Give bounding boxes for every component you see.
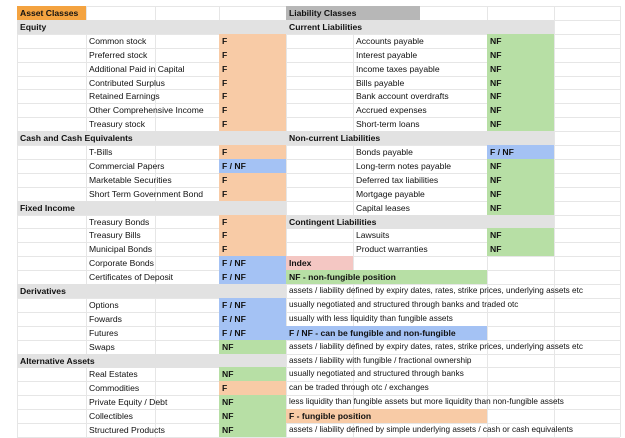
index-line[interactable]: F - fungible position — [286, 409, 487, 423]
liability-item-label[interactable]: Bonds payable — [356, 147, 413, 157]
index-line[interactable]: assets / liability defined by expiry dates, rates, strike prices, underlying assets etc — [289, 341, 583, 351]
index-line[interactable]: can be traded through otc / exchanges — [289, 383, 429, 393]
index-line[interactable]: usually negotiated and structured through banks — [289, 369, 464, 379]
asset-item-label[interactable]: Certificates of Deposit — [89, 272, 174, 283]
asset-item-label[interactable]: Preferred stock — [89, 49, 148, 60]
asset-item-code[interactable]: F — [219, 215, 286, 229]
asset-item-code[interactable]: F — [219, 173, 286, 187]
liability-item-label[interactable]: Lawsuits — [356, 230, 390, 241]
asset-item-label[interactable]: Corporate Bonds — [89, 258, 154, 269]
liability-item-label[interactable]: Bills payable — [356, 77, 405, 88]
asset-classes-title[interactable]: Asset Classes — [17, 6, 86, 20]
liability-item-code[interactable]: NF — [487, 173, 554, 187]
liability-item-code[interactable]: NF — [487, 103, 554, 117]
asset-item-code[interactable]: F — [219, 103, 286, 117]
liability-item-code[interactable]: NF — [487, 117, 554, 131]
asset-item-code[interactable]: F / NF — [219, 312, 286, 326]
liability-item-label[interactable]: Mortgage payable — [356, 188, 425, 199]
asset-item-code[interactable]: F — [219, 89, 286, 103]
index-line[interactable]: assets / liability with fungible / fractional ownership — [289, 355, 472, 365]
asset-item-code[interactable]: NF — [219, 340, 286, 354]
index-title[interactable]: Index — [286, 256, 353, 270]
asset-item-code[interactable]: NF — [219, 367, 286, 381]
liability-item-code[interactable]: NF — [487, 201, 554, 215]
asset-item-label[interactable]: Municipal Bonds — [89, 244, 153, 255]
liability-item-label[interactable]: Long-term notes payable — [356, 160, 452, 171]
asset-item-label[interactable]: Commercial Papers — [89, 160, 165, 171]
asset-item-label[interactable]: Fowards — [89, 313, 122, 324]
liability-item-label[interactable]: Income taxes payable — [356, 63, 440, 74]
asset-item-label[interactable]: Treasury Bonds — [89, 216, 150, 227]
asset-item-label[interactable]: Marketable Securities — [89, 174, 172, 185]
asset-section-header[interactable]: Alternative Assets — [20, 355, 95, 366]
liability-item-label[interactable]: Product warranties — [356, 244, 428, 255]
asset-item-code[interactable]: F / NF — [219, 298, 286, 312]
asset-item-label[interactable]: Other Comprehensive Income — [89, 105, 204, 116]
liability-item-code[interactable]: NF — [487, 48, 554, 62]
index-line[interactable]: F / NF - can be fungible and non-fungible — [286, 326, 487, 340]
liability-section-header[interactable]: Current Liabilities — [289, 21, 363, 32]
asset-item-label[interactable]: Common stock — [89, 35, 147, 46]
liability-item-code[interactable]: NF — [487, 187, 554, 201]
asset-item-label[interactable]: Futures — [89, 327, 119, 338]
liability-section-header[interactable]: Non-current Liabilities — [289, 133, 381, 144]
asset-item-code[interactable]: F / NF — [219, 270, 286, 284]
asset-item-label[interactable]: Private Equity / Debt — [89, 397, 168, 408]
asset-item-code[interactable]: NF — [219, 409, 286, 423]
asset-item-code[interactable]: F — [219, 76, 286, 90]
asset-item-code[interactable]: F — [219, 34, 286, 48]
asset-item-code[interactable]: F / NF — [219, 256, 286, 270]
asset-item-code[interactable]: F — [219, 242, 286, 256]
asset-item-label[interactable]: Contributed Surplus — [89, 77, 165, 88]
asset-item-code[interactable]: F / NF — [219, 159, 286, 173]
asset-item-label[interactable]: Additional Paid in Capital — [89, 63, 185, 74]
asset-item-label[interactable]: T-Bills — [89, 147, 113, 157]
liability-item-code[interactable]: NF — [487, 242, 554, 256]
asset-section-header[interactable]: Equity — [20, 21, 47, 32]
gridline-v — [17, 6, 18, 437]
asset-item-code[interactable]: NF — [219, 423, 286, 437]
liability-item-label[interactable]: Accounts payable — [356, 35, 424, 46]
index-line[interactable]: less liquidity than fungible assets but more liquidity than non-fungible assets — [289, 397, 564, 407]
index-line[interactable]: assets / liability defined by expiry dates, rates, strike prices, underlying assets etc — [289, 286, 583, 295]
asset-item-label[interactable]: Short Term Government Bond — [89, 188, 204, 199]
liability-item-code[interactable]: F / NF — [487, 145, 554, 159]
liability-item-label[interactable]: Deferred tax liabilities — [356, 174, 439, 185]
liability-item-code[interactable]: NF — [487, 89, 554, 103]
liability-item-label[interactable]: Capital leases — [356, 202, 410, 213]
index-line[interactable]: usually with less liquidity than fungible assets — [289, 313, 453, 323]
asset-item-code[interactable]: F — [219, 228, 286, 242]
liability-section-header[interactable]: Contingent Liabilities — [289, 216, 377, 227]
asset-section-header[interactable]: Fixed Income — [20, 202, 75, 213]
asset-item-code[interactable]: F — [219, 381, 286, 395]
asset-section-header[interactable]: Derivatives — [20, 286, 66, 296]
asset-item-label[interactable]: Treasury stock — [89, 119, 146, 130]
asset-item-code[interactable]: F — [219, 145, 286, 159]
asset-item-label[interactable]: Commodities — [89, 383, 140, 394]
asset-item-code[interactable]: F / NF — [219, 326, 286, 340]
liability-item-label[interactable]: Interest payable — [356, 49, 418, 60]
liability-item-code[interactable]: NF — [487, 34, 554, 48]
asset-item-code[interactable]: F — [219, 48, 286, 62]
liability-item-code[interactable]: NF — [487, 228, 554, 242]
liability-item-label[interactable]: Short-term loans — [356, 119, 420, 130]
asset-item-code[interactable]: F — [219, 187, 286, 201]
liability-classes-title[interactable]: Liability Classes — [286, 6, 420, 20]
asset-item-label[interactable]: Structured Products — [89, 425, 165, 435]
liability-item-label[interactable]: Bank account overdrafts — [356, 91, 449, 102]
asset-item-code[interactable]: F — [219, 117, 286, 131]
liability-item-code[interactable]: NF — [487, 76, 554, 90]
asset-item-label[interactable]: Options — [89, 299, 119, 310]
liability-item-label[interactable]: Accrued expenses — [356, 105, 427, 116]
asset-item-label[interactable]: Real Estates — [89, 369, 138, 380]
asset-item-label[interactable]: Swaps — [89, 341, 115, 352]
asset-item-label[interactable]: Collectibles — [89, 411, 133, 422]
index-line[interactable]: usually negotiated and structured through banks and traded otc — [289, 299, 519, 309]
liability-item-code[interactable]: NF — [487, 159, 554, 173]
gridline-v — [620, 6, 621, 437]
asset-item-label[interactable]: Retained Earnings — [89, 91, 160, 102]
asset-item-code[interactable]: NF — [219, 395, 286, 409]
index-line[interactable]: NF - non-fungible position — [286, 270, 487, 284]
asset-item-code[interactable]: F — [219, 62, 286, 76]
asset-item-label[interactable]: Treasury Bills — [89, 230, 141, 241]
liability-item-code[interactable]: NF — [487, 62, 554, 76]
asset-section-header[interactable]: Cash and Cash Equivalents — [20, 133, 133, 144]
index-line[interactable]: assets / liability defined by simple underlying assets / cash or cash equivalents — [289, 425, 573, 434]
